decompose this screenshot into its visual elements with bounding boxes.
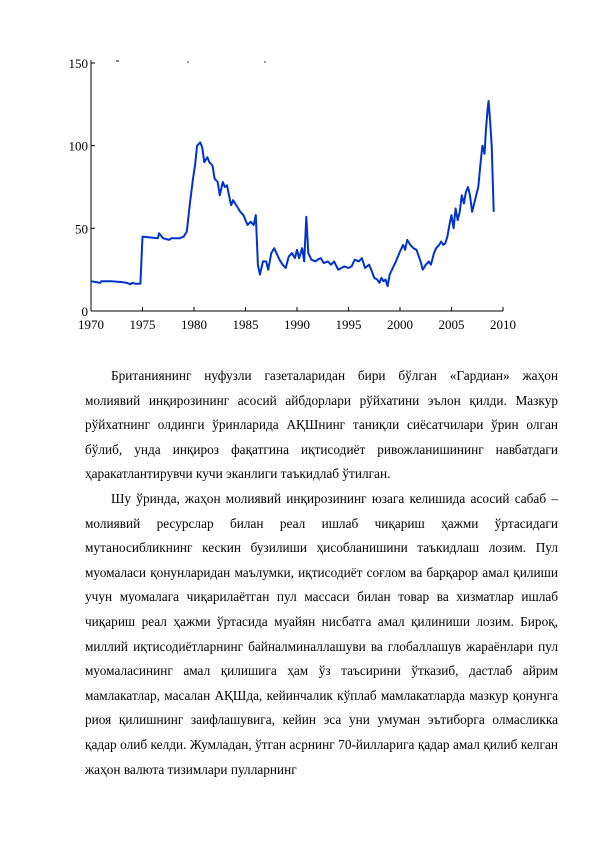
x-tick-label: 1980 <box>181 317 207 332</box>
series-line-0 <box>91 101 494 286</box>
y-tick-label: 150 <box>68 56 88 71</box>
paragraph-2: Шу ўринда, жаҳон молиявий инқирозининг юзага келишида асосий сабаб – молиявий ресурслар билан реал ишлаб чиқариш ҳажми ўртасидаги мутаносибликнинг кескин бузилиши ҳисобланишини таъкидлаш лозим. Пул муомаласи қонунларидан маълумки, иқтисодиёт соғлом ва барқарор амал қилиши учун муомалага чиқарилаётган пул массаси билан товар ва хизматлар ишлаб чиқариш реал ҳажми ўртасида муайян нисбатга амал қилиниши лозим. Бироқ, миллий иқтисодиётларнинг байналминаллашуви ва глобаллашув жараёнлари пул муомаласининг амал қилишига ҳам ўз таъсирини ўтказиб, дастлаб айрим мамлакатлар, масалан АҚШда, кейинчалик кўплаб мамлакатларда мазкур қонунга риоя қилишнинг заифлашувига, кейин эса уни умуман эътиборга олмасликка қадар олиб келди. Жумладан, ўтган асрнинг 70-йилларига қадар амал қилиб келган жаҳон валюта тизимлари пулларнинг <box>85 490 558 777</box>
paragraph-1: Британиянинг нуфузли газеталаридан бири бўлган «Гардиан» жаҳон молиявий инқирозининг асосий айбдорлари рўйхатини эълон қилди. Мазкур рўйхатнинг олдинги ўринларида АҚШнинг таниқли сиёсатчилари ўрин олган бўлиб, унда инқироз фақатгина иқтисодиёт ривожланишининг навбатдаги ҳаракатлантирувчи кучи эканлиги таъкидлаб ўтилган. <box>85 368 558 482</box>
line-chart <box>0 0 595 345</box>
x-tick-label: 1995 <box>335 317 362 332</box>
x-tick-label: 1985 <box>232 317 259 332</box>
y-tick-label: 0 <box>81 304 88 319</box>
chart-ticks <box>69 56 517 332</box>
chart-axes <box>91 60 503 311</box>
x-tick-label: 2010 <box>490 317 516 332</box>
x-tick-label: 1970 <box>78 317 104 332</box>
x-tick-label: 1975 <box>129 317 156 332</box>
chart-series <box>91 101 494 286</box>
y-tick-label: 50 <box>75 221 88 237</box>
x-tick-label: 2005 <box>438 317 465 332</box>
x-tick-label: 2000 <box>387 317 413 332</box>
chart-artifacts <box>116 61 266 63</box>
x-tick-label: 1990 <box>284 317 310 332</box>
article-text <box>85 364 558 782</box>
y-tick-label: 100 <box>68 138 88 154</box>
